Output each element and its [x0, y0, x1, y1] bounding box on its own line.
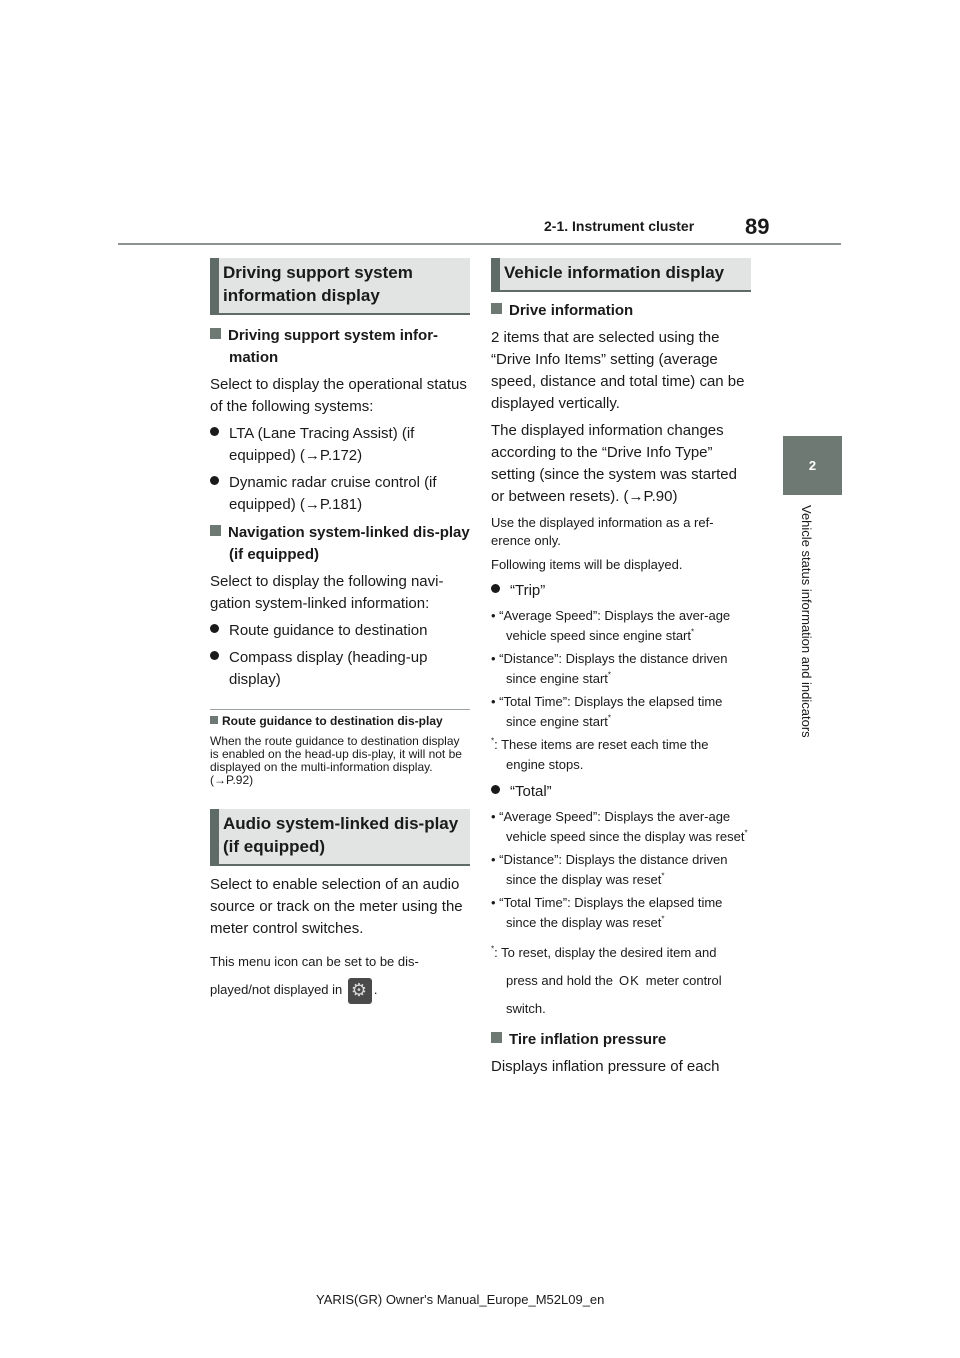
- paragraph: Select to enable selection of an audio source or track on the meter using the meter control switches.: [210, 876, 463, 937]
- chapter-title: Vehicle status information and indicators: [799, 505, 814, 738]
- small-note: Following items will be displayed.: [491, 557, 683, 572]
- paragraph: Select to display the following navi-gation system-linked information:: [210, 573, 444, 612]
- list-item: Dynamic radar cruise control (if equipped) (→P.181): [210, 472, 470, 516]
- footer-text: YARIS(GR) Owner's Manual_Europe_M52L09_en: [316, 1292, 605, 1307]
- paragraph: Displays inflation pressure of each: [491, 1058, 720, 1075]
- trip-item: • “Total Time”: Displays the elapsed time since engine start*: [491, 694, 723, 729]
- trip-item: • “Average Speed”: Displays the aver-age vehicle speed since engine start*: [491, 608, 731, 643]
- note-body: When the route guidance to destination display is enabled on the head-up dis-play, it will not be displayed on the multi-information display. (→P.92): [210, 734, 462, 787]
- paragraph: 2 items that are selected using the “Drive Info Items” setting (average speed, distance and total time) can be displayed vertically.: [491, 329, 745, 412]
- icon-note: This menu icon can be set to be dis-played/not displayed in ⚙ .: [210, 948, 470, 1004]
- bullet-icon: [210, 427, 219, 436]
- bullet-icon: [210, 624, 219, 633]
- subheading-driving-support-info: Driving support system infor-mation: [210, 325, 470, 369]
- heading-driving-support: Driving support system information display: [210, 258, 470, 315]
- square-bullet-icon: [491, 1032, 502, 1043]
- paragraph: Select to display the operational status of the following systems:: [210, 376, 467, 415]
- square-bullet-icon: [210, 328, 221, 339]
- chapter-number: 2: [808, 458, 817, 473]
- note-heading: Route guidance to destination dis-play: [210, 715, 470, 728]
- page-number: 89: [745, 214, 770, 239]
- chapter-tab: [783, 436, 842, 495]
- total-item: • “Total Time”: Displays the elapsed time since the display was reset*: [491, 895, 723, 930]
- subheading-tire-pressure: Tire inflation pressure: [491, 1029, 751, 1051]
- bullet-icon: [491, 584, 500, 593]
- list-item-total: “Total”: [491, 781, 751, 803]
- total-item: • “Average Speed”: Displays the aver-age vehicle speed since the display was reset*: [491, 809, 748, 844]
- heading-vehicle-info: Vehicle information display: [491, 258, 751, 292]
- list-item: Compass display (heading-up display): [210, 647, 470, 691]
- trip-footnote: *: These items are reset each time the engine stops.: [491, 736, 709, 772]
- list-item-trip: “Trip”: [491, 580, 751, 602]
- section-title: 2-1. Instrument cluster: [544, 218, 695, 234]
- bullet-icon: [491, 785, 500, 794]
- reset-footnote: *: To reset, display the desired item and press and hold the OK meter control switch.: [491, 944, 722, 1016]
- right-column: [491, 258, 751, 1078]
- heading-audio-linked: Audio system-linked dis-play (if equipped): [210, 809, 470, 866]
- small-note: Use the displayed information as a ref-erence only.: [491, 515, 714, 548]
- settings-gear-icon: [348, 978, 372, 1004]
- bullet-icon: [210, 651, 219, 660]
- trip-item: • “Distance”: Displays the distance driven since engine start*: [491, 651, 728, 686]
- square-bullet-icon: [210, 525, 221, 536]
- square-bullet-icon: [210, 716, 218, 724]
- header-rule: [118, 243, 841, 245]
- list-item: Route guidance to destination: [210, 620, 470, 642]
- ok-button-icon: OK: [618, 973, 640, 988]
- list-item: LTA (Lane Tracing Assist) (if equipped) (→P.172): [210, 423, 470, 467]
- subheading-navigation-linked: Navigation system-linked dis-play (if equipped): [210, 522, 470, 566]
- bullet-icon: [210, 476, 219, 485]
- subheading-drive-info: Drive information: [491, 300, 751, 322]
- paragraph: The displayed information changes according to the “Drive Info Type” setting (since the system was started or between resets). (→P.90): [491, 422, 737, 505]
- left-column: [210, 258, 470, 1004]
- total-item: • “Distance”: Displays the distance driven since the display was reset*: [491, 852, 728, 887]
- square-bullet-icon: [491, 303, 502, 314]
